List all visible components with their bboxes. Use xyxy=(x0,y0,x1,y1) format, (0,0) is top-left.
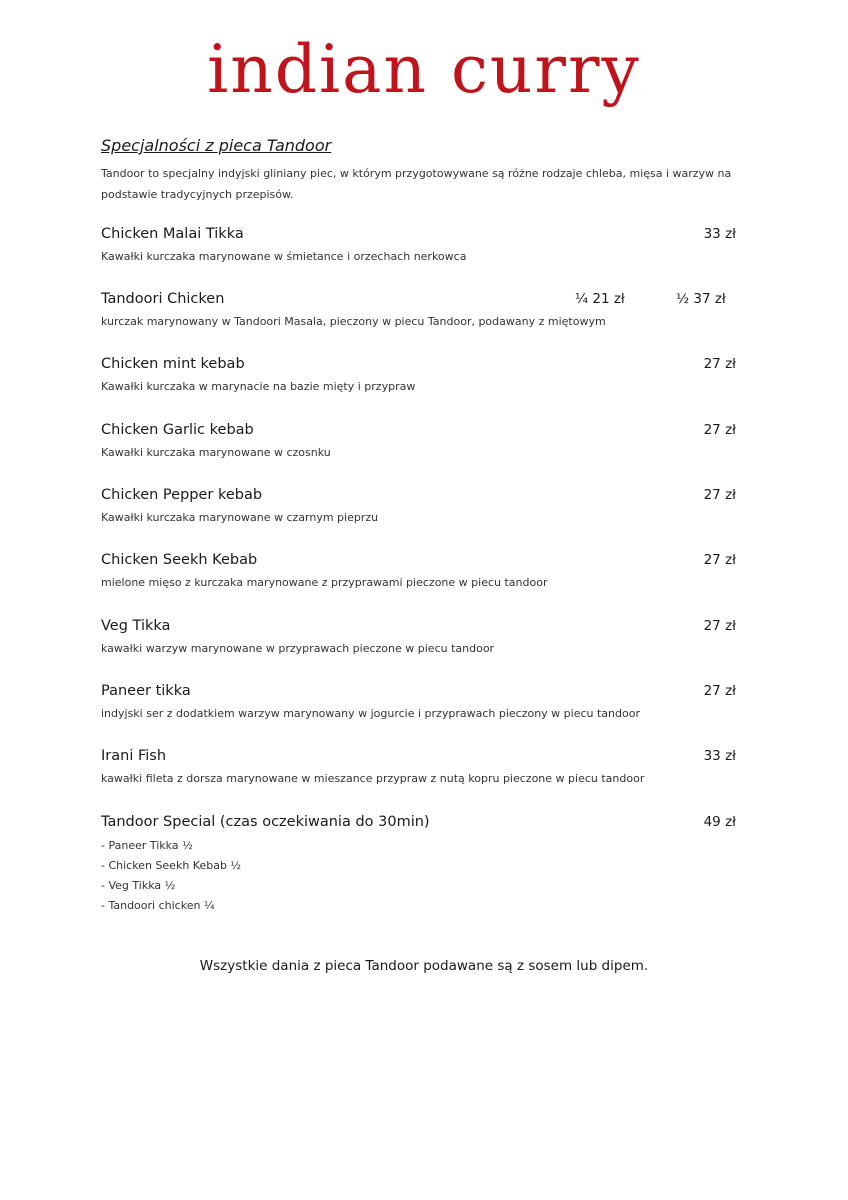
item-price-half: ½ 37 zł xyxy=(676,291,726,307)
item-price: 49 zł xyxy=(703,814,736,830)
item-price: 27 zł xyxy=(703,422,736,438)
item-price: 33 zł xyxy=(703,748,736,764)
item-name: Tandoor Special (czas oczekiwania do 30min) xyxy=(101,814,430,830)
item-price: 27 zł xyxy=(703,683,736,699)
item-price-quarter: ¼ 21 zł xyxy=(575,291,625,307)
item-name: Chicken Seekh Kebab xyxy=(101,552,258,568)
footer-note: Wszystkie dania z pieca Tandoor podawane są z sosem lub dipem. xyxy=(199,958,649,974)
item-name: Irani Fish xyxy=(101,748,167,764)
item-description: kawałki fileta z dorsza marynowane w mieszance przypraw z nutą kopru pieczone w piecu tandoor xyxy=(101,772,645,785)
section-intro: Tandoor to specjalny indyjski gliniany piec, w którym przygotowywane są różne rodzaje chleba, mięsa i warzyw na podstawie tradycyjnych przepisów. xyxy=(101,167,732,201)
menu-item-veg-tikka xyxy=(101,618,741,662)
menu-item-tandoori-chicken xyxy=(101,291,741,335)
item-name: Chicken Pepper kebab xyxy=(101,487,263,503)
list-item: - Veg Tikka ½ xyxy=(101,879,176,892)
item-description: kawałki warzyw marynowane w przyprawach pieczone w piecu tandoor xyxy=(101,642,495,655)
item-price: 27 zł xyxy=(703,552,736,568)
list-item: - Tandoori chicken ¼ xyxy=(101,899,215,912)
item-price: 27 zł xyxy=(703,356,736,372)
item-name: Chicken Garlic kebab xyxy=(101,422,254,438)
restaurant-logo: indian curry xyxy=(207,31,641,108)
item-description: Kawałki kurczaka marynowane w czosnku xyxy=(101,446,331,459)
item-name: Veg Tikka xyxy=(101,618,171,634)
item-description: kurczak marynowany w Tandoori Masala, pieczony w piecu Tandoor, podawany z miętowym xyxy=(101,315,606,328)
item-description: indyjski ser z dodatkiem warzyw marynowany w jogurcie i przyprawach pieczony w piecu tandoor xyxy=(101,707,640,720)
item-price: 27 zł xyxy=(703,618,736,634)
item-name: Paneer tikka xyxy=(101,683,191,699)
menu-item-paneer-tikka xyxy=(101,683,741,727)
menu-item-chicken-mint-kebab xyxy=(101,356,741,400)
item-price: 27 zł xyxy=(703,487,736,503)
item-name: Tandoori Chicken xyxy=(101,291,225,307)
item-description: mielone mięso z kurczaka marynowane z przyprawami pieczone w piecu tandoor xyxy=(101,576,548,589)
section-title: Specjalności z pieca Tandoor xyxy=(101,136,332,155)
item-description: Kawałki kurczaka w marynacie na bazie mięty i przypraw xyxy=(101,380,416,393)
special-components-list xyxy=(101,836,241,916)
menu-item-chicken-garlic-kebab xyxy=(101,422,741,466)
list-item: - Paneer Tikka ½ xyxy=(101,839,193,852)
menu-item-chicken-seekh-kebab xyxy=(101,552,741,596)
menu-item-tandoor-special xyxy=(101,814,741,924)
item-price: 33 zł xyxy=(703,226,736,242)
item-name: Chicken Malai Tikka xyxy=(101,226,244,242)
item-description: Kawałki kurczaka marynowane w czarnym pieprzu xyxy=(101,511,379,524)
list-item: - Chicken Seekh Kebab ½ xyxy=(101,859,242,872)
item-description: Kawałki kurczaka marynowane w śmietance i orzechach nerkowca xyxy=(101,250,467,263)
menu-item-irani-fish xyxy=(101,748,741,792)
item-name: Chicken mint kebab xyxy=(101,356,245,372)
menu-item-chicken-pepper-kebab xyxy=(101,487,741,531)
menu-item-chicken-malai-tikka xyxy=(101,226,741,270)
